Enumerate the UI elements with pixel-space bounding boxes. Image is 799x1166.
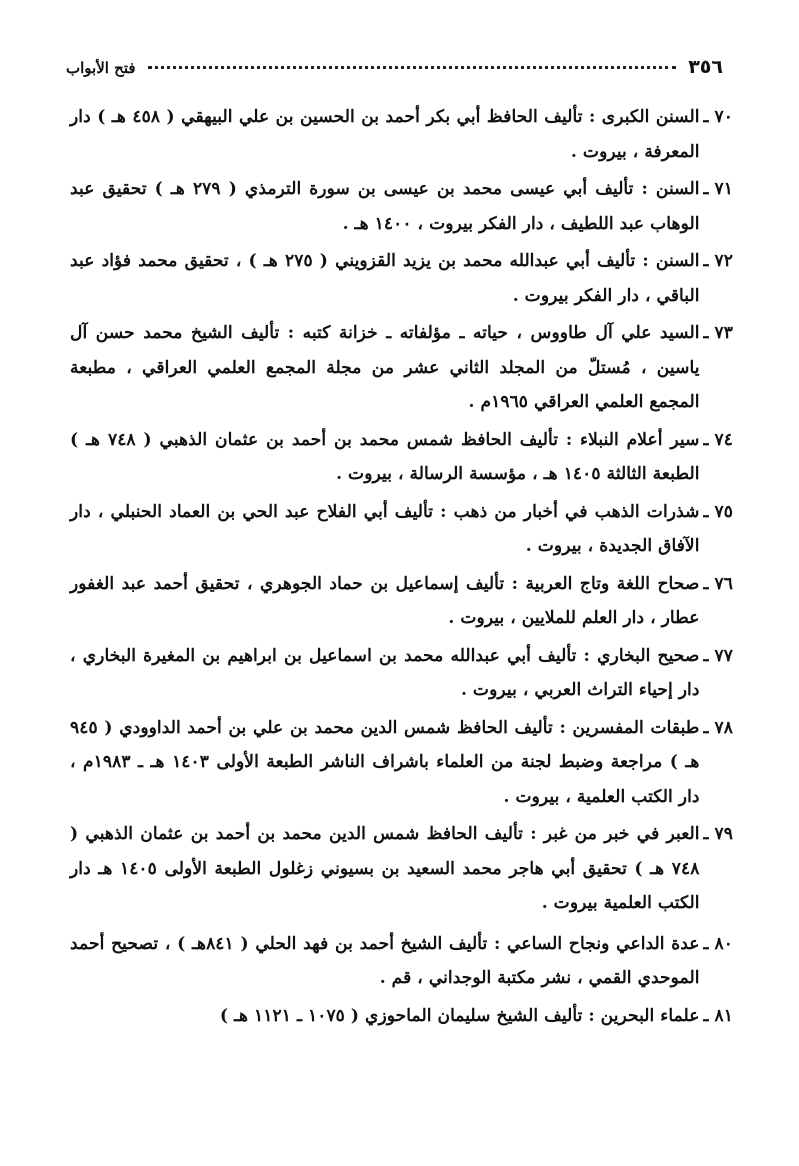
list-item	[70, 817, 733, 921]
running-title: فتح الأبواب	[66, 59, 136, 77]
entry-text: شذرات الذهب في أخبار من ذهب : تأليف أبي الفلاح عبد الحي بن العماد الحنبلي ، دار الآفاق الجديدة ، بيروت .	[70, 501, 700, 556]
entry-text: صحيح البخاري : تأليف أبي عبدالله محمد بن اسماعيل بن ابراهيم بن المغيرة البخاري ، دار إحياء التراث العربي ، بيروت .	[70, 645, 700, 700]
entry-text: السنن : تأليف أبي عيسى محمد بن عيسى بن سورة الترمذي ( ٢٧٩ هـ ) تحقيق عبد الوهاب عبد اللطيف ، دار الفكر بيروت ، ١٤٠٠ هـ .	[70, 179, 700, 234]
entry-number: ٧٢ ـ	[703, 251, 733, 271]
header-leader-dots	[148, 66, 677, 69]
entry-number: ٧٠ ـ	[703, 107, 733, 127]
entry-number: ٧٩ ـ	[703, 824, 733, 844]
list-item	[70, 999, 733, 1034]
entry-text: علماء البحرين : تأليف الشيخ سليمان الماحوزي ( ١٠٧٥ ـ ١١٢١ هـ )	[219, 1005, 700, 1026]
list-item	[70, 172, 733, 241]
list-item	[70, 495, 733, 564]
entry-text: السيد علي آل طاووس ، حياته ـ مؤلفاته ـ خزانة كتبه : تأليف الشيخ محمد حسن آل ياسين ، مُستلّ من المجلد الثاني عشر من مجلة المجمع العلمي العراقي ، مطبعة المجمع العلمي العراقي ١٩٦٥م .	[70, 323, 700, 412]
entry-text: العبر في خبر من غبر : تأليف الحافظ شمس الدين محمد بن أحمد بن عثمان الذهبي ( ٧٤٨ هـ ) تحقيق أبي هاجر محمد السعيد بن بسيوني زغلول الطبعة الأولى ١٤٠٥ هـ دار الكتب العلمية بيروت .	[70, 824, 700, 913]
list-item	[70, 927, 733, 996]
list-item	[70, 711, 733, 815]
entry-number: ٨٠ ـ	[703, 933, 733, 954]
list-item	[70, 244, 733, 313]
entry-number: ٧٦ ـ	[703, 573, 733, 594]
entry-text: السنن الكبرى : تأليف الحافظ أبي بكر أحمد بن الحسين بن علي البيهقي ( ٤٥٨ هـ ) دار المعرفة ، بيروت .	[70, 107, 700, 162]
entry-text: عدة الداعي ونجاح الساعي : تأليف الشيخ أحمد بن فهد الحلي ( ٨٤١هـ ) ، تصحيح أحمد الموحدي القمي ، نشر مكتبة الوجداني ، قم .	[70, 933, 700, 988]
entry-number: ٧١ ـ	[703, 179, 733, 199]
list-item	[70, 639, 733, 708]
list-item	[70, 316, 733, 420]
list-item	[70, 423, 733, 492]
page-header	[66, 56, 723, 88]
entry-number: ٧٣ ـ	[703, 323, 733, 343]
page-number: ٣٥٦	[688, 56, 723, 78]
entry-number: ٧٧ ـ	[703, 645, 733, 666]
entry-number: ٧٥ ـ	[703, 501, 733, 522]
entry-text: صحاح اللغة وتاج العربية : تأليف إسماعيل بن حماد الجوهري ، تحقيق أحمد عبد الغفور عطار ، دار العلم للملايين ، بيروت .	[70, 573, 700, 628]
entry-number: ٧٤ ـ	[703, 429, 733, 450]
entry-number: ٨١ ـ	[703, 1005, 733, 1026]
entry-text: السنن : تأليف أبي عبدالله محمد بن يزيد القزويني ( ٢٧٥ هـ ) ، تحقيق محمد فؤاد عبد الباقي ، دار الفكر بيروت .	[70, 251, 700, 306]
entry-number: ٧٨ ـ	[703, 717, 733, 738]
list-item	[70, 567, 733, 636]
entry-text: سير أعلام النبلاء : تأليف الحافظ شمس محمد بن أحمد بن عثمان الذهبي ( ٧٤٨ هـ ) الطبعة الثالثة ١٤٠٥ هـ ، مؤسسة الرسالة ، بيروت .	[70, 429, 700, 484]
bibliography-list	[70, 100, 733, 1036]
entry-text: طبقات المفسرين : تأليف الحافظ شمس الدين محمد بن علي بن أحمد الداوودي ( ٩٤٥ هـ ) مراجعة وضبط لجنة من العلماء باشراف الناشر الطبعة الأولى ١٤٠٣ هـ ـ ١٩٨٣م ، دار الكتب العلمية ، بيروت .	[70, 717, 700, 807]
list-item	[70, 100, 733, 169]
